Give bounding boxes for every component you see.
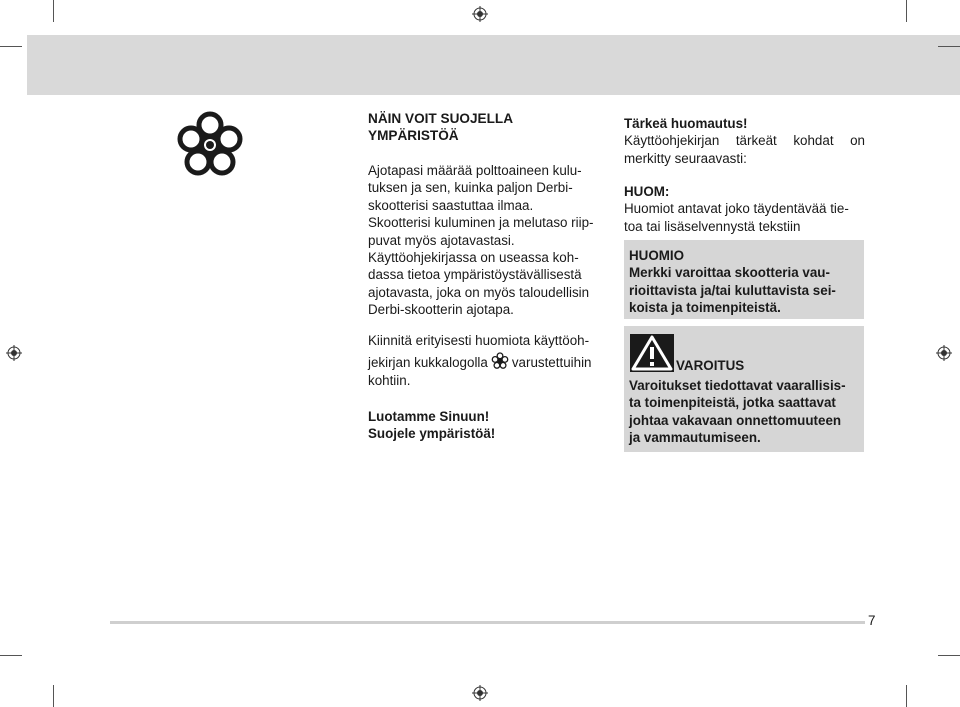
paragraph-line: Derbi-skootterin ajotapa. [368, 302, 514, 318]
flower-note-paragraph [368, 332, 613, 389]
closing-message [368, 408, 613, 443]
paragraph-line: Ajotapasi määrää polttoaineen kulu- [368, 163, 582, 178]
crop-mark [906, 0, 907, 22]
closing-line: Luotamme Sinuun! [368, 409, 490, 424]
crop-mark [53, 685, 54, 707]
registration-mark-icon [6, 345, 22, 361]
paragraph-line: ajotavasta, joka on myös taloudellisin [368, 284, 590, 300]
page-number: 7 [868, 613, 876, 628]
paragraph-fragment: varustettuihin [511, 355, 592, 371]
crop-mark [0, 655, 22, 656]
huom-label: HUOM: [624, 184, 670, 199]
varoitus-box [624, 326, 864, 452]
paragraph-line: skootterisi saastuttaa ilmaa. [368, 197, 534, 213]
crop-mark [53, 0, 54, 22]
varoitus-line: Varoitukset tiedottavat vaarallisis- [629, 378, 846, 393]
registration-mark-icon [936, 345, 952, 361]
closing-line: Suojele ympäristöä! [368, 426, 496, 442]
registration-mark-icon [472, 685, 488, 701]
paragraph-line: Kiinnitä erityisesti huomiota käyttöoh- [368, 333, 590, 348]
huom-line: Huomiot antavat joko täydentävää tie- [624, 201, 849, 217]
section-title [368, 110, 613, 144]
registration-mark-icon [472, 6, 488, 22]
note-line: merkitty seuraavasti: [624, 150, 747, 166]
huom-line: toa tai lisäselvennystä tekstiin [624, 218, 801, 234]
varoitus-body [629, 377, 861, 447]
paragraph-line: Skootterisi kuluminen ja melutaso riip- [368, 215, 594, 231]
paragraph-line: tuksen ja sen, kuinka paljon Derbi- [368, 180, 573, 196]
crop-mark [938, 46, 960, 47]
crop-mark [906, 685, 907, 707]
crop-mark [938, 655, 960, 656]
paragraph-line: dassa tietoa ympäristöystävällisestä [368, 267, 582, 283]
note-heading: Tärkeä huomautus! [624, 116, 748, 131]
varoitus-line: johtaa vakavaan onnettomuuteen [629, 412, 842, 428]
note-line: Käyttöohjekirjan tärkeät kohdat on [624, 133, 865, 149]
paragraph-line [368, 352, 613, 371]
section-title-line: YMPÄRISTÖÄ [368, 128, 459, 143]
huomio-label: HUOMIO [629, 248, 685, 263]
huomio-line: Merkki varoittaa skootteria vau- [629, 265, 830, 281]
varoitus-line: ta toimenpiteistä, jotka saattavat [629, 395, 836, 411]
header-band [27, 35, 960, 95]
flower-logo-icon [491, 352, 509, 370]
varoitus-line: ja vammautumiseen. [629, 430, 761, 446]
paragraph-line: Käyttöohjekirjassa on useassa koh- [368, 250, 579, 266]
warning-triangle-icon [630, 334, 674, 372]
intro-paragraph [368, 162, 613, 319]
crop-mark [0, 46, 22, 47]
paragraph-line: kohtiin. [368, 372, 411, 388]
paragraph-fragment: jekirjan kukkalogolla [368, 355, 488, 371]
important-note [624, 115, 865, 167]
huomio-line: koista ja toimenpiteistä. [629, 300, 781, 316]
paragraph-line: puvat myös ajotavastasi. [368, 232, 515, 248]
flower-logo-icon [175, 110, 245, 180]
section-title-line: NÄIN VOIT SUOJELLA [368, 111, 514, 126]
huom-note [624, 183, 865, 235]
huomio-box [624, 240, 864, 319]
huomio-line: rioittavista ja/tai kuluttavista sei- [629, 282, 836, 298]
varoitus-label: VAROITUS [676, 358, 745, 373]
footer-rule [110, 621, 865, 624]
